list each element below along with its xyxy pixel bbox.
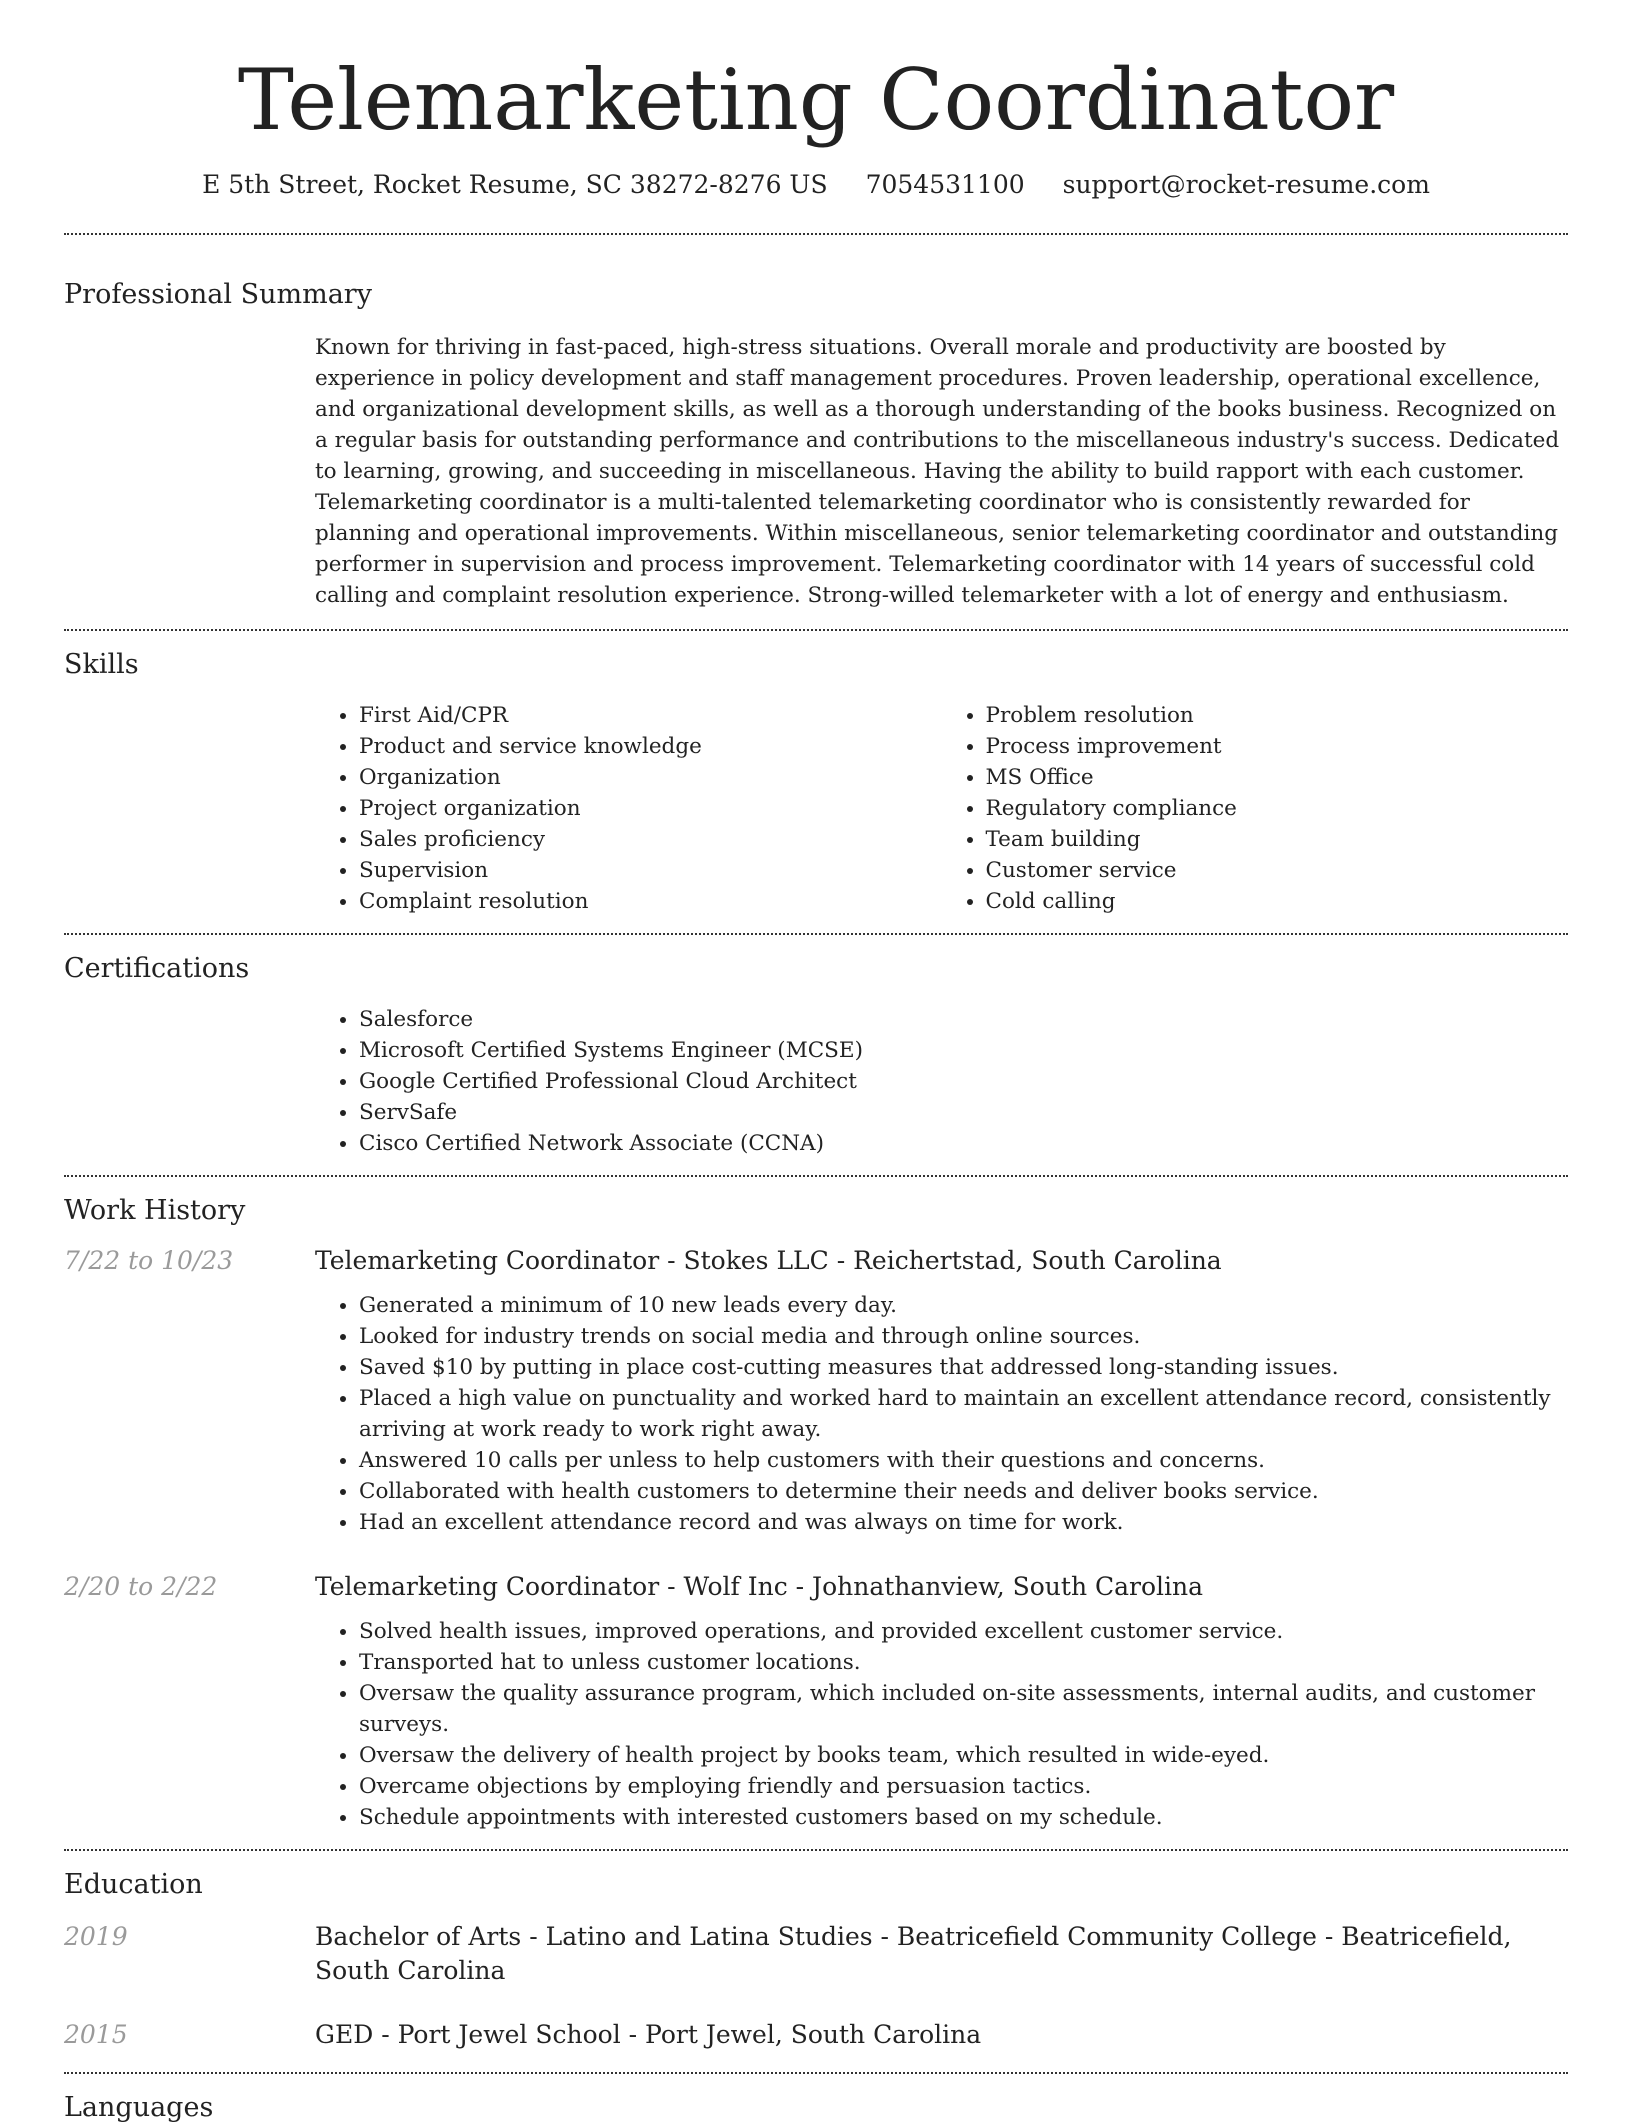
skill-item: • Cold calling [986, 886, 1569, 917]
job-bullet: • Saved $10 by putting in place cost-cutting measures that addressed long-standing issues. [359, 1352, 1568, 1383]
skill-item: • Process improvement [986, 731, 1569, 762]
job-bullet: • Overcame objections by employing friendly and persuasion tactics. [359, 1771, 1568, 1802]
job-bullets [315, 1616, 1568, 1833]
job-heading: Telemarketing Coordinator - Stokes LLC - Reichertstad, South Carolina [315, 1246, 1222, 1275]
skill-item: • Supervision [359, 855, 942, 886]
certifications-section [0, 935, 1632, 1159]
job-bullet: • Collaborated with health customers to determine their needs and deliver books service. [359, 1476, 1568, 1507]
contact-line [0, 170, 1632, 199]
education-body [315, 2018, 1568, 2052]
skills-list-right [942, 700, 1569, 917]
certification-item: • Google Certified Professional Cloud Architect [359, 1066, 1568, 1097]
skills-section [0, 631, 1632, 917]
education-heading: GED - Port Jewel School - Port Jewel, South Carolina [315, 2020, 982, 2049]
job-entry [64, 1570, 1568, 1833]
section-title-certifications: Certifications [64, 953, 250, 984]
summary-section [0, 235, 1632, 611]
work-history-section [0, 1177, 1632, 1833]
certification-item: • Cisco Certified Network Associate (CCNA) [359, 1128, 1568, 1159]
section-title-work: Work History [64, 1195, 246, 1226]
contact-address: E 5th Street, Rocket Resume, SC 38272-8276 US [202, 170, 828, 199]
certifications-list [315, 1004, 1568, 1159]
skill-item: • Regulatory compliance [986, 793, 1569, 824]
job-entry [64, 1244, 1568, 1538]
job-bullet: • Solved health issues, improved operations, and provided excellent customer service. [359, 1616, 1568, 1647]
job-bullet: • Placed a high value on punctuality and worked hard to maintain an excellent attendance record, consistently arriving at work ready to work right away. [359, 1383, 1568, 1445]
job-dates: 7/22 to 10/23 [64, 1246, 234, 1275]
skill-item: • Problem resolution [986, 700, 1569, 731]
skill-item: • Organization [359, 762, 942, 793]
job-bullet: • Oversaw the quality assurance program, which included on-site assessments, internal audits, and customer surveys. [359, 1678, 1568, 1740]
job-bullet: • Schedule appointments with interested customers based on my schedule. [359, 1802, 1568, 1833]
certification-item: • Salesforce [359, 1004, 1568, 1035]
skill-item: • First Aid/CPR [359, 700, 942, 731]
education-year: 2019 [64, 1922, 128, 1951]
skill-item: • Team building [986, 824, 1569, 855]
education-heading: Bachelor of Arts - Latino and Latina Studies - Beatricefield Community College - Beatricefield, South Carolina [315, 1922, 1512, 1985]
job-body [315, 1570, 1568, 1833]
education-entry [64, 1920, 1568, 1988]
job-bullet: • Had an excellent attendance record and was always on time for work. [359, 1507, 1568, 1538]
certification-item: • ServSafe [359, 1097, 1568, 1128]
job-dates: 2/20 to 2/22 [64, 1572, 218, 1601]
skills-columns [315, 700, 1568, 917]
job-bullet: • Answered 10 calls per unless to help customers with their questions and concerns. [359, 1445, 1568, 1476]
education-section [0, 1851, 1632, 2052]
contact-phone: 7054531100 [865, 170, 1025, 199]
certifications-list-wrap [315, 1004, 1568, 1159]
education-body [315, 1920, 1568, 1988]
skill-item: • MS Office [986, 762, 1569, 793]
skill-item: • Customer service [986, 855, 1569, 886]
job-bullets [315, 1290, 1568, 1538]
job-body [315, 1244, 1568, 1538]
job-bullet: • Generated a minimum of 10 new leads every day. [359, 1290, 1568, 1321]
section-title-languages: Languages [64, 2092, 214, 2123]
section-title-education: Education [64, 1869, 203, 1900]
skill-item: • Product and service knowledge [359, 731, 942, 762]
contact-email: support@rocket-resume.com [1062, 170, 1430, 199]
education-year: 2015 [64, 2020, 128, 2049]
skill-item: • Project organization [359, 793, 942, 824]
job-bullet: • Oversaw the delivery of health project by books team, which resulted in wide-eyed. [359, 1740, 1568, 1771]
job-bullet: • Looked for industry trends on social media and through online sources. [359, 1321, 1568, 1352]
skill-item: • Sales proficiency [359, 824, 942, 855]
languages-section [0, 2074, 1632, 2123]
candidate-name: Telemarketing Coordinator [237, 51, 1395, 149]
education-entry [64, 2018, 1568, 2052]
section-title-summary: Professional Summary [64, 279, 372, 310]
job-heading: Telemarketing Coordinator - Wolf Inc - Johnathanview, South Carolina [315, 1572, 1204, 1601]
certification-item: • Microsoft Certified Systems Engineer (MCSE) [359, 1035, 1568, 1066]
section-title-skills: Skills [64, 649, 139, 680]
job-bullet: • Transported hat to unless customer locations. [359, 1647, 1568, 1678]
skill-item: • Complaint resolution [359, 886, 942, 917]
summary-text: Known for thriving in fast-paced, high-stress situations. Overall morale and productivity are boosted by experience in policy development and staff management procedures. Proven leadership, operational excellence, and organizational development skills, as well as a thorough understanding of the books business. Recognized on a regular basis for outstanding performance and contributions to the miscellaneous industry's success. Dedicated to learning, growing, and succeeding in miscellaneous. Having the ability to build rapport with each customer. Telemarketing coordinator is a multi-talented telemarketing coordinator who is consistently rewarded for planning and operational improvements. Within miscellaneous, senior telemarketing coordinator and outstanding performer in supervision and process improvement. Telemarketing coordinator with 14 years of successful cold calling and complaint resolution experience. Strong-willed telemarketer with a lot of energy and enthusiasm. [315, 335, 1560, 608]
skills-list-left [315, 700, 942, 917]
